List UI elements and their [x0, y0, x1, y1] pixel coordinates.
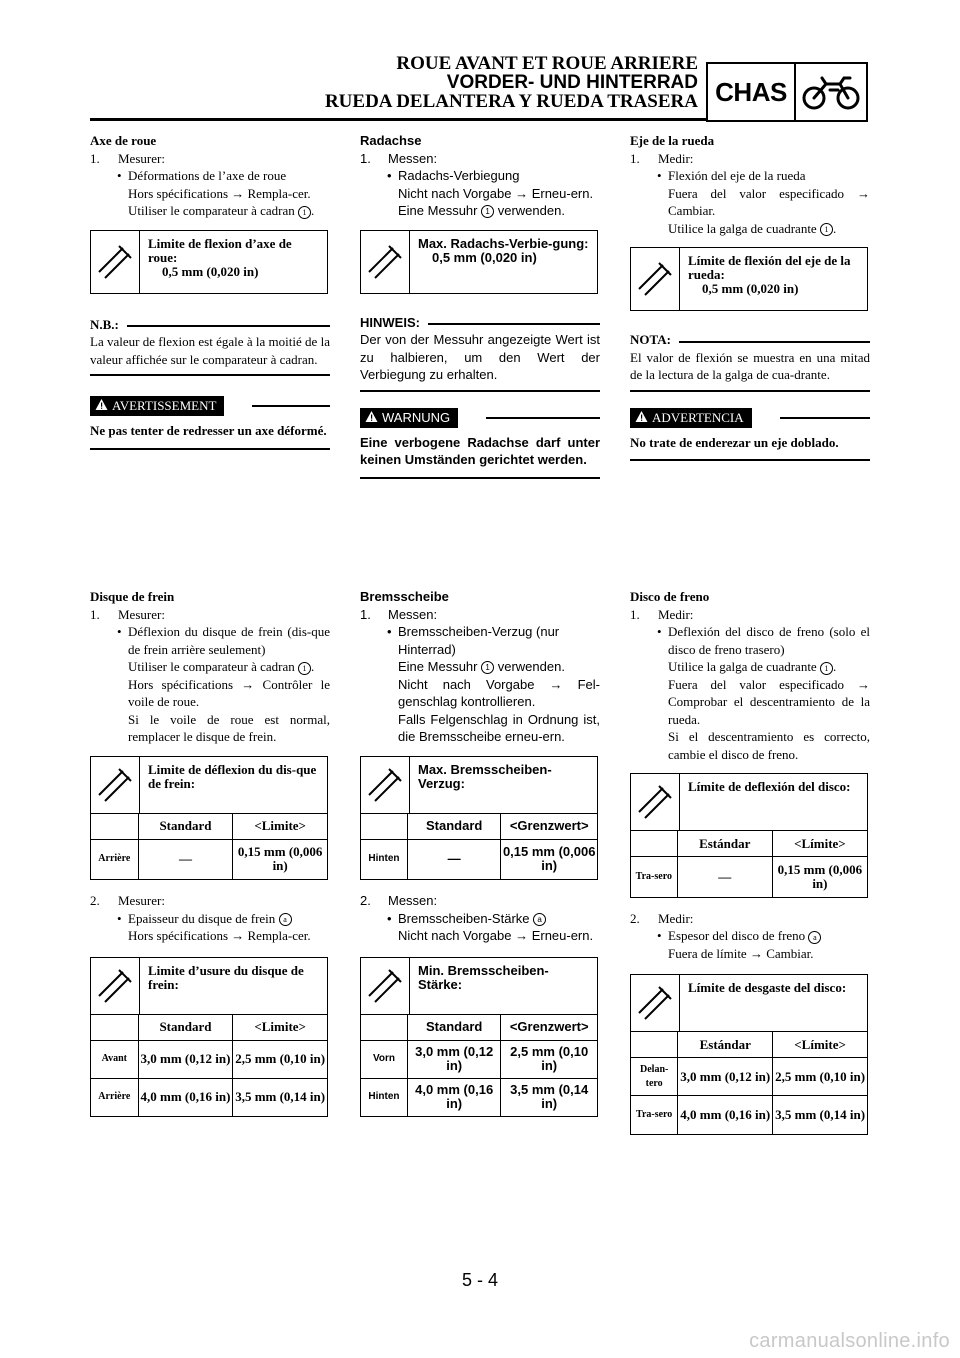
instruction: Si el descentramiento es correcto, cambie el disco de freno. — [668, 729, 870, 762]
warning-icon — [95, 398, 108, 411]
spec-box — [630, 247, 868, 311]
spec-table — [360, 756, 598, 881]
spec-table — [630, 974, 868, 1135]
row-label: Tra-sero — [631, 1096, 678, 1134]
section-label: CHAS — [708, 64, 796, 120]
spec-title: Max. Radachs-Verbie-gung: — [418, 235, 589, 251]
row-label: Arrière — [91, 1078, 138, 1116]
spec-title: Max. Bremsscheiben-Verzug: — [409, 757, 597, 813]
warning-label: ADVERTENCIA — [630, 408, 752, 428]
cell-limit: 0,15 mm (0,006 in) — [233, 839, 327, 879]
note-label: HINWEIS: — [360, 314, 420, 330]
col-limit: <Límite> — [773, 1032, 867, 1058]
step-label: Messen: — [388, 150, 438, 166]
instruction: Hors spécifications → Rempla-cer. — [128, 185, 311, 201]
note-label: NOTA: — [630, 332, 671, 347]
instruction: Fuera del valor especificado → Cambiar. — [668, 185, 870, 218]
spec-title: Límite de desgaste del disco: — [679, 975, 867, 1031]
bullet: • Deflexión del disco de freno (solo el disco de freno trasero) — [630, 623, 870, 658]
row-label: Avant — [91, 1040, 138, 1078]
cell-limit: 2,5 mm (0,10 in) — [233, 1040, 327, 1078]
wrench-icon — [91, 757, 139, 813]
heading: Axe de roue — [90, 133, 157, 148]
col-standard: Estándar — [677, 831, 772, 857]
bullet: • Bremsscheiben-Verzug (nur Hinterrad) — [360, 623, 600, 658]
heading: Bremsscheibe — [360, 589, 449, 604]
instruction: Utilice la galga de cuadrante 1 . — [668, 659, 837, 674]
spec-value: 0,5 mm (0,020 in) — [162, 263, 259, 279]
spec-title: Limite de déflexion du dis-que de frein: — [139, 757, 327, 813]
warning-icon — [365, 410, 378, 423]
instruction: Nicht nach Vorgabe → Erneu-ern. — [398, 185, 594, 201]
warning-label: AVERTISSEMENT — [90, 396, 224, 416]
row-label: Hinten — [361, 1078, 407, 1116]
title-fr: ROUE AVANT ET ROUE ARRIERE — [396, 53, 698, 74]
bullet: • Epaisseur du disque de frein a — [90, 910, 330, 928]
bullet: • Déflexion du disque de frein (dis-que de frein arrière seulement) — [90, 623, 330, 658]
cell-standard: 3,0 mm (0,12 in) — [407, 1040, 500, 1078]
bullet: • Déformations de l’axe de roue — [90, 167, 330, 185]
bullet: • Flexión del eje de la rueda — [630, 167, 870, 185]
spec-table — [360, 957, 598, 1118]
cell-standard: 4,0 mm (0,16 in) — [678, 1096, 773, 1134]
cell-standard: — — [407, 839, 500, 879]
spec-table — [90, 957, 328, 1118]
header-rule — [90, 118, 706, 121]
instruction: Hors spécifications → Contrôler le voile de roue. — [128, 676, 330, 709]
cell-standard: 4,0 mm (0,16 in) — [407, 1078, 500, 1116]
step-label: Messen: — [388, 893, 438, 908]
step-label: Messen: — [388, 606, 438, 622]
heading: Disco de freno — [630, 589, 710, 604]
step-label: Mesurer: — [118, 893, 165, 908]
motorcycle-icon — [796, 64, 866, 120]
step-label: Medir: — [658, 606, 694, 622]
instruction: Nicht nach Vorgabe → Erneu-ern. — [398, 928, 594, 943]
spec-title: Limite de flexion d’axe de roue: — [148, 235, 292, 265]
cell-limit: 2,5 mm (0,10 in) — [501, 1040, 597, 1078]
instruction: Falls Felgenschlag in Ordnung ist, die Bremsscheibe erneu-ern. — [398, 711, 600, 744]
heading: Radachse — [360, 133, 422, 148]
column-es-top: Eje de la rueda 1. Medir: • Flexión del eje de la rueda Fuera del valor especificado → Cambiar. Utilice la galga de cuadrante 1 . Límite de flexión del eje de la rueda: 0,5 mm (0,020 in) NOTA: El valor de flexión se muestra en una mitad de la lectura de la galga de cua-drante. ADVERTENCIA No trate de enderezar un eje doblado. — [630, 132, 870, 461]
callout-ref: 1 — [481, 205, 494, 218]
wrench-icon — [91, 231, 139, 293]
instruction: Nicht nach Vorgabe → Fel-genschlag kontrollieren. — [398, 676, 600, 709]
col-standard: Estándar — [678, 1032, 773, 1058]
cell-standard: 3,0 mm (0,12 in) — [138, 1040, 233, 1078]
heading: Disque de frein — [90, 589, 175, 604]
callout-ref: a — [279, 913, 292, 926]
column-fr-top: Axe de roue 1. Mesurer: • Déformations de l’axe de roue Hors spécifications → Rempla-cer. Utiliser le comparateur à cadran 1 . Limite de flexion d’axe de roue: 0,5 mm (0,020 in) N.B.: La valeur de flexion est égale à la moitié de la valeur affichée sur le comparateur à cadran. AVERTISSEMENT Ne pas tenter de redresser un axe déformé. — [90, 132, 330, 450]
note-text: El valor de flexión se muestra en una mitad de la lectura de la galga de cua-drante. — [630, 349, 870, 382]
spec-title: Límite de deflexión del disco: — [679, 774, 867, 830]
callout-ref: a — [808, 931, 821, 944]
col-limit: <Limite> — [233, 1014, 327, 1040]
instruction: Utiliser le comparateur à cadran 1 . — [128, 659, 315, 674]
spec-value: 0,5 mm (0,020 in) — [432, 249, 537, 265]
section-badge — [706, 62, 868, 122]
col-limit: <Grenzwert> — [501, 1014, 597, 1040]
wrench-icon — [361, 757, 409, 813]
row-label: Hinten — [361, 839, 407, 879]
spec-table — [90, 756, 328, 881]
warning-icon — [635, 410, 648, 423]
page-number: 5 - 4 — [461, 1270, 499, 1290]
wrench-icon — [631, 248, 679, 310]
step-label: Medir: — [658, 910, 694, 926]
watermark: carmanualsonline.info — [749, 1330, 950, 1352]
spec-box — [360, 230, 598, 294]
warning-label: WARNUNG — [360, 408, 458, 428]
spec-value: 0,5 mm (0,020 in) — [702, 281, 799, 296]
instruction: Eine Messuhr 1 verwenden. — [398, 659, 565, 674]
cell-standard: — — [677, 857, 772, 897]
spec-table — [630, 773, 868, 898]
wrench-icon — [631, 774, 679, 830]
col-standard: Standard — [138, 813, 233, 839]
title-es: RUEDA DELANTERA Y RUEDA TRASERA — [324, 91, 698, 112]
col-standard: Standard — [407, 813, 500, 839]
instruction: Fuera de límite → Cambiar. — [668, 945, 814, 961]
callout-ref: a — [533, 913, 546, 926]
row-label: Delan-tero — [631, 1058, 678, 1096]
cell-limit: 3,5 mm (0,14 in) — [233, 1078, 327, 1116]
cell-standard: — — [138, 839, 233, 879]
row-label: Vorn — [361, 1040, 407, 1078]
callout-ref: 1 — [481, 661, 494, 674]
warning-text: Eine verbogene Radachse darf unter keinen Umständen gerichtet werden. — [360, 434, 600, 467]
spec-title: Min. Bremsscheiben-Stärke: — [409, 958, 597, 1014]
title-de: VORDER- UND HINTERRAD — [446, 72, 698, 93]
note-text: Der von der Messuhr angezeigte Wert ist zu halbieren, um den Wert der Verbiegung zu erhalten. — [360, 332, 600, 382]
col-standard: Standard — [138, 1014, 233, 1040]
step-label: Mesurer: — [118, 606, 165, 622]
instruction: Hors spécifications → Rempla-cer. — [128, 928, 311, 943]
row-label: Arrière — [91, 839, 138, 879]
instruction: Utiliser le comparateur à cadran 1 . — [128, 203, 315, 218]
row-label: Tra-sero — [631, 857, 677, 897]
step-label: Medir: — [658, 150, 694, 166]
cell-limit: 3,5 mm (0,14 in) — [773, 1096, 867, 1134]
instruction: Fuera del valor especificado → Comprobar el descentramiento de la rueda. — [668, 676, 870, 727]
wrench-icon — [361, 231, 409, 293]
callout-ref: 1 — [298, 662, 311, 675]
cell-standard: 4,0 mm (0,16 in) — [138, 1078, 233, 1116]
step-label: Mesurer: — [118, 150, 165, 166]
col-limit: <Grenzwert> — [501, 813, 597, 839]
note-label: N.B.: — [90, 316, 119, 332]
bullet: • Bremsscheiben-Stärke a — [360, 910, 600, 928]
column-es-bottom: Disco de freno 1. Medir: • Deflexión del disco de freno (solo el disco de freno trasero) Utilice la galga de cuadrante 1 . Fuera del valor especificado → Comprobar el descentramiento de la rueda. Si el descentramiento es correcto, cambie el disco de freno. Límite de deflexión del disco: Estándar <Límite> Tra-sero — 0,15 mm (0,006 in) 2. Medir: • Espesor del disco de freno a Fuera de límite → Cambiar. Límite de desgaste del disco: Estándar <Límite> Delan-tero 3,0 mm (0,12 in) 2,5 mm (0,10 in) Tra-sero 4,0 mm (0,16 in) 3,5 mm (0,14 in) — [630, 588, 870, 1135]
cell-limit: 0,15 mm (0,006 in) — [501, 839, 597, 879]
bullet: • Espesor del disco de freno a — [630, 927, 870, 945]
wrench-icon — [91, 958, 139, 1014]
callout-ref: 1 — [298, 206, 311, 219]
spec-title: Limite d’usure du disque de frein: — [139, 958, 327, 1014]
spec-box — [90, 230, 328, 294]
callout-ref: 1 — [820, 223, 833, 236]
cell-limit: 0,15 mm (0,006 in) — [772, 857, 867, 897]
note-text: La valeur de flexion est égale à la moitié de la valeur affichée sur le comparateur à cadran. — [90, 334, 330, 367]
col-standard: Standard — [407, 1014, 500, 1040]
column-de-bottom: Bremsscheibe 1. Messen: • Bremsscheiben-Verzug (nur Hinterrad) Eine Messuhr 1 verwenden. Nicht nach Vorgabe → Fel-genschlag kontrollieren. Falls Felgenschlag in Ordnung ist, die Bremsscheibe erneu-ern. Max. Bremsscheiben-Verzug: Standard <Grenzwert> Hinten — 0,15 mm (0,006 in) 2. Messen: • Bremsscheiben-Stärke a Nicht nach Vorgabe → Erneu-ern. Min. Bremsscheiben-Stärke: Standard <Grenzwert> Vorn 3,0 mm (0,12 in) 2,5 mm (0,10 in) Hinten 4,0 mm (0,16 in) 3,5 mm (0,14 in) — [360, 588, 600, 1117]
heading: Eje de la rueda — [630, 133, 715, 148]
cell-limit: 2,5 mm (0,10 in) — [773, 1058, 867, 1096]
spec-title: Límite de flexión del eje de la rueda: — [688, 253, 851, 282]
cell-limit: 3,5 mm (0,14 in) — [501, 1078, 597, 1116]
warning-text: Ne pas tenter de redresser un axe déformé. — [90, 423, 327, 438]
column-fr-bottom: Disque de frein 1. Mesurer: • Déflexion du disque de frein (dis-que de frein arrière seulement) Utiliser le comparateur à cadran 1 . Hors spécifications → Contrôler le voile de roue. Si le voile de roue est normal, remplacer le disque de frein. Limite de déflexion du dis-que de frein: Standard <Limite> Arrière — 0,15 mm (0,006 in) 2. Mesurer: • Epaisseur du disque de frein a Hors spécifications → Rempla-cer. Limite d’usure du disque de frein: Standard <Limite> Avant 3,0 mm (0,12 in) 2,5 mm (0,10 in) Arrière 4,0 mm (0,16 in) 3,5 mm (0,14 in) — [90, 588, 330, 1117]
column-de-top: Radachse 1. Messen: • Radachs-Verbiegung Nicht nach Vorgabe → Erneu-ern. Eine Messuhr 1 verwenden. Max. Radachs-Verbie-gung: 0,5 mm (0,020 in) HINWEIS: Der von der Messuhr angezeigte Wert ist zu halbieren, um den Wert der Verbiegung zu erhalten. WARNUNG Eine verbogene Radachse darf unter keinen Umständen gerichtet werden. — [360, 132, 600, 479]
wrench-icon — [361, 958, 409, 1014]
callout-ref: 1 — [820, 662, 833, 675]
wrench-icon — [631, 975, 679, 1031]
col-limit: <Limite> — [233, 813, 327, 839]
col-limit: <Límite> — [772, 831, 867, 857]
instruction: Si le voile de roue est normal, remplacer le disque de frein. — [128, 711, 330, 744]
cell-standard: 3,0 mm (0,12 in) — [678, 1058, 773, 1096]
instruction: Utilice la galga de cuadrante 1 . — [668, 220, 837, 236]
instruction: Eine Messuhr 1 verwenden. — [398, 203, 565, 218]
warning-text: No trate de enderezar un eje doblado. — [630, 434, 839, 450]
bullet: • Radachs-Verbiegung — [360, 167, 600, 185]
